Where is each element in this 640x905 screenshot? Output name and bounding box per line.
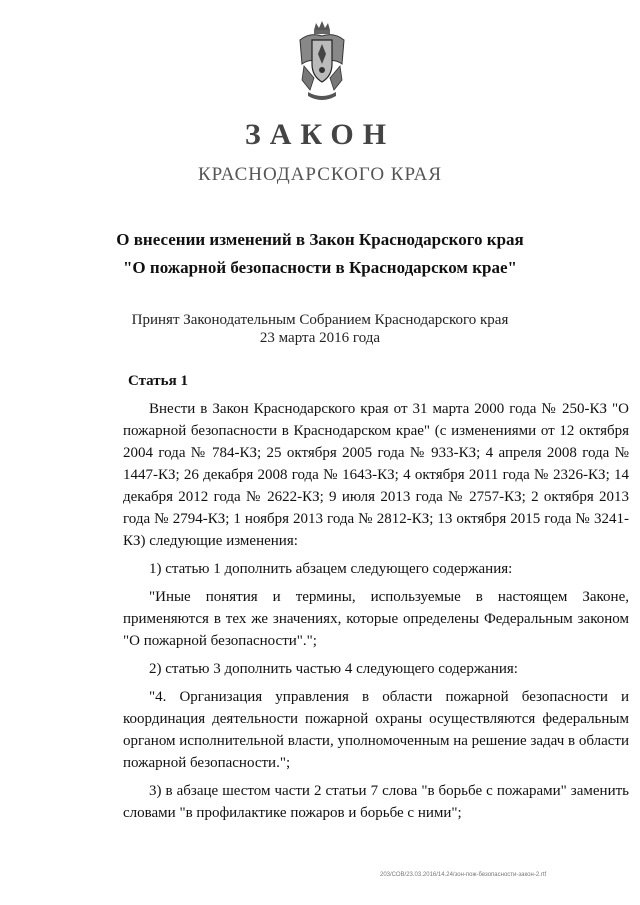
article-paragraph: "4. Организация управления в области пожарной безопасности и координация деятельности пожарной охраны осуществляются федеральным органом исполнительной власти, уполномоченным на решение задач в области пожарной безопасности."; — [123, 689, 630, 771]
law-subject-line-1: О внесении изменений в Закон Краснодарского края — [116, 230, 524, 249]
article-paragraph: 1) статью 1 дополнить абзацем следующего содержания: — [149, 561, 513, 577]
coat-of-arms-icon — [296, 20, 348, 102]
region-title: КРАСНОДАРСКОГО КРАЯ — [197, 164, 442, 185]
adoption-date: 23 марта 2016 года — [259, 330, 381, 346]
article-paragraph: Внести в Закон Краснодарского края от 31 марта 2000 года № 250-КЗ "О пожарной безопасности в Краснодарском крае" (с изменениями от 12 октября 2004 года № 784-КЗ; 25 октября 2005 года № 933-КЗ; 4 апреля 2008 года № 1447-КЗ; 26 декабря 2008 года № 1643-КЗ; 4 октября 2011 года № 2326-КЗ; 14 декабря 2012 года № 2622-КЗ; 9 июля 2013 года № 2757-КЗ; 2 октября 2013 года № 2794-КЗ; 1 ноября 2013 года № 2812-КЗ; 13 октября 2015 года № 3241-КЗ) следующие изменения: — [123, 401, 629, 549]
article-body — [123, 398, 629, 830]
law-subject-line-2: "О пожарной безопасности в Краснодарском крае" — [122, 258, 517, 277]
law-title: ЗАКОН — [244, 118, 396, 151]
article-paragraph: 3) в абзаце шестом части 2 статьи 7 слова "в борьбе с пожарами" заменить словами "в профилактике пожаров и борьбе с ними"; — [123, 783, 629, 821]
article-paragraph: 2) статью 3 дополнить частью 4 следующего содержания: — [149, 661, 518, 677]
article-heading: Статья 1 — [128, 373, 188, 389]
adoption-line-1: Принят Законодательным Собранием Краснодарского края — [131, 312, 509, 328]
document-footer-code: 203/СОВ/23.03.2016/14.24/зон-пож-безопасности-закон-2.rtf — [380, 872, 547, 878]
article-paragraph: "Иные понятия и термины, используемые в настоящем Законе, применяются в тех же значениях, которые определены Федеральным законом "О пожарной безопасности"."; — [123, 589, 629, 649]
